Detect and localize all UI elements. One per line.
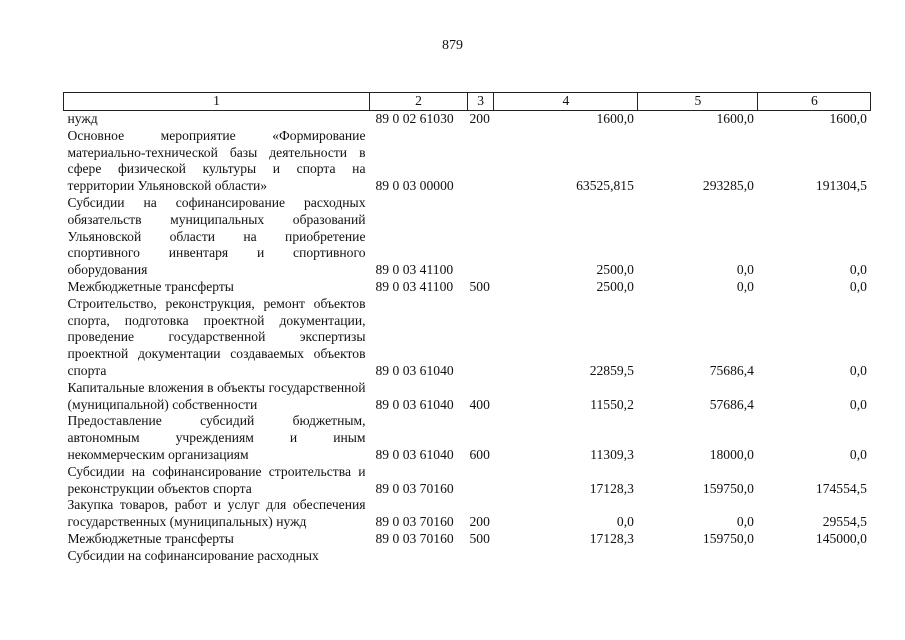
- row-name: Предоставление субсидий бюджетным, автономным учреждениям и иным некоммерческим организациям: [67, 413, 366, 462]
- column-header: 1: [64, 93, 370, 111]
- row-kind: 600: [469, 446, 490, 462]
- row-name: Субсидии на софинансирование расходных: [67, 547, 319, 563]
- row-value-3: 1600,0: [829, 111, 867, 126]
- row-value-3: [758, 548, 871, 565]
- row-name: Основное мероприятие «Формирование материально-технической базы деятельности в сфере физической культуры и спорта на территории Ульяновской области»: [67, 127, 366, 194]
- row-value-1: 11550,2: [590, 396, 634, 412]
- row-kind: [468, 464, 494, 498]
- row-kind: 400: [469, 396, 490, 412]
- budget-table: [63, 92, 871, 565]
- row-value-1: [494, 548, 638, 565]
- row-code: [370, 548, 468, 565]
- row-value-1: 17128,3: [589, 480, 634, 496]
- row-kind: 500: [469, 278, 490, 294]
- table-header-row: [64, 93, 871, 111]
- row-value-1: 2500,0: [596, 278, 634, 294]
- row-kind: 200: [469, 514, 490, 530]
- row-value-3: 0,0: [849, 396, 867, 412]
- table-row: [64, 413, 871, 463]
- row-value-3: 145000,0: [815, 530, 867, 546]
- row-value-2: 0,0: [736, 262, 754, 278]
- row-value-1: 0,0: [616, 514, 634, 530]
- row-value-2: 293285,0: [702, 178, 754, 194]
- table-row: [64, 296, 871, 380]
- row-name: Субсидии на софинансирование расходных обязательств муниципальных образований Ульяновской области на приобретение спортивного инвентаря и спортивного оборудования: [67, 194, 366, 278]
- column-header: 2: [370, 93, 468, 111]
- row-kind: [468, 128, 494, 195]
- page-number: 879: [442, 38, 463, 53]
- row-value-2: 159750,0: [702, 480, 754, 496]
- row-name: Субсидии на софинансирование строительства и реконструкции объектов спорта: [67, 463, 366, 496]
- table-row: [64, 128, 871, 195]
- row-value-3: 0,0: [849, 278, 867, 294]
- row-code: 89 0 03 70160: [375, 530, 454, 546]
- table-row: [64, 380, 871, 414]
- row-value-2: 18000,0: [709, 446, 754, 462]
- table-row: [64, 531, 871, 548]
- row-value-1: 17128,3: [589, 530, 634, 546]
- row-value-1: 22859,5: [589, 362, 634, 378]
- table-row: [64, 497, 871, 531]
- table-row: [64, 279, 871, 296]
- row-value-3: 191304,5: [815, 178, 867, 194]
- row-name: Межбюджетные трансферты: [67, 530, 234, 546]
- column-header: 4: [494, 93, 638, 111]
- row-value-1: 1600,0: [596, 111, 634, 126]
- row-kind: [468, 296, 494, 380]
- row-value-2: 0,0: [736, 278, 754, 294]
- row-value-2: 0,0: [736, 514, 754, 530]
- row-value-3: 0,0: [849, 362, 867, 378]
- table-row: [64, 548, 871, 565]
- row-kind: [468, 195, 494, 279]
- row-name: Закупка товаров, работ и услуг для обеспечения государственных (муниципальных) нужд: [67, 497, 366, 530]
- row-value-3: 29554,5: [822, 514, 867, 530]
- row-name: Строительство, реконструкция, ремонт объектов спорта, подготовка проектной документации, проведение государственной экспертизы проектной документации создаваемых объектов спорта: [67, 295, 366, 378]
- column-header: 5: [638, 93, 758, 111]
- row-kind: 500: [469, 530, 490, 546]
- column-header: 3: [468, 93, 494, 111]
- row-kind: 200: [469, 111, 490, 126]
- row-code: 89 0 03 41100: [375, 262, 454, 278]
- table-row: [64, 111, 871, 128]
- table-row: [64, 195, 871, 279]
- column-header: 6: [758, 93, 871, 111]
- row-code: 89 0 03 00000: [375, 178, 454, 194]
- row-name: нужд: [67, 111, 98, 126]
- row-code: 89 0 03 61040: [375, 362, 454, 378]
- row-value-2: 159750,0: [702, 530, 754, 546]
- row-value-2: 1600,0: [716, 111, 754, 126]
- row-code: 89 0 03 70160: [375, 514, 454, 530]
- row-value-2: [638, 548, 758, 565]
- row-kind: [468, 548, 494, 565]
- row-value-1: 2500,0: [596, 262, 634, 278]
- table-row: [64, 464, 871, 498]
- row-code: 89 0 03 61040: [375, 396, 454, 412]
- row-code: 89 0 03 70160: [375, 480, 454, 496]
- row-value-1: 11309,3: [590, 446, 634, 462]
- row-value-3: 174554,5: [815, 480, 867, 496]
- row-code: 89 0 02 61030: [375, 111, 454, 126]
- row-value-2: 75686,4: [709, 362, 754, 378]
- row-value-3: 0,0: [849, 262, 867, 278]
- row-value-3: 0,0: [849, 446, 867, 462]
- row-value-1: 63525,815: [576, 178, 634, 194]
- row-name: Межбюджетные трансферты: [67, 278, 234, 294]
- row-name: Капитальные вложения в объекты государственной (муниципальной) собственности: [67, 379, 366, 412]
- row-code: 89 0 03 61040: [375, 446, 454, 462]
- row-code: 89 0 03 41100: [375, 278, 454, 294]
- row-value-2: 57686,4: [709, 396, 754, 412]
